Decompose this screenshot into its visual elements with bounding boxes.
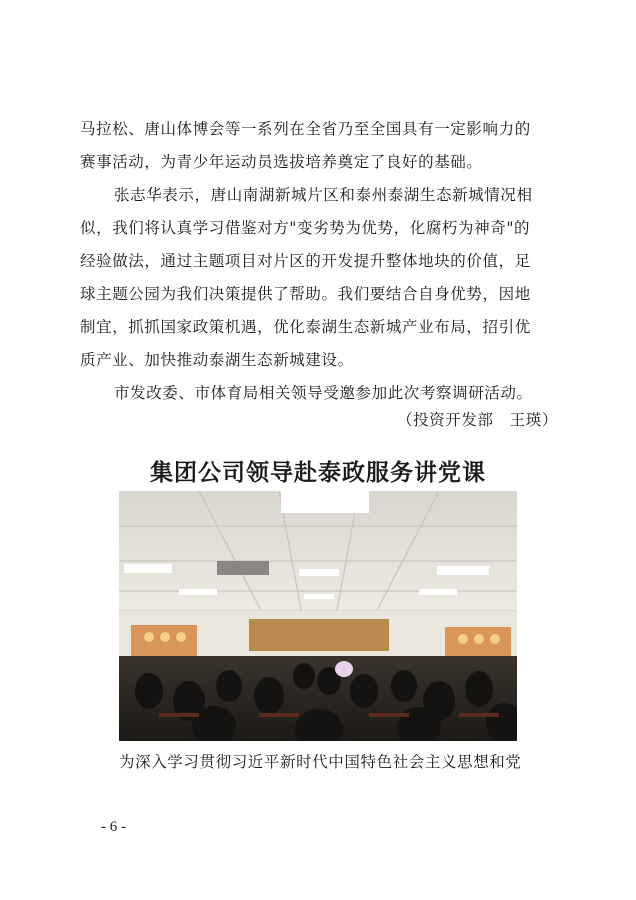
- paragraph-line: 为深入学习贯彻习近平新时代中国特色社会主义思想和党: [119, 753, 522, 771]
- ceiling-light: [281, 491, 369, 513]
- paragraph-line: 制宜，抓抓国家政策机遇，优化泰湖生态新城产业布局，招引优: [80, 318, 531, 336]
- ac-unit: [217, 561, 269, 575]
- meeting-photo: [119, 491, 517, 741]
- paragraph-line: 球主题公园为我们决策提供了帮助。我们要结合自身优势，因地: [80, 285, 531, 303]
- paragraph-line: 赛事活动，为青少年运动员选拔培养奠定了良好的基础。: [80, 153, 483, 171]
- paragraph-line: 市发改委、市体育局相关领导受邀参加此次考察调研活动。: [114, 384, 533, 402]
- paragraph-line: 马拉松、唐山体博会等一系列在全省乃至全国具有一定影响力的: [80, 120, 531, 138]
- meeting-room-illustration: [119, 491, 517, 741]
- article-title: 集团公司领导赴泰政服务讲党课: [150, 460, 486, 486]
- stage-backdrop: [249, 619, 389, 651]
- byline: （投资开发部 王瑛）: [396, 411, 558, 429]
- paragraph-line: 经验做法，通过主题项目对片区的开发提升整体地块的价值，足: [80, 252, 531, 270]
- paragraph-line: 质产业、加快推动泰湖生态新城建设。: [80, 351, 354, 369]
- page-number: - 6 -: [101, 819, 126, 835]
- paragraph-line: 张志华表示，唐山南湖新城片区和泰州泰湖生态新城情况相: [114, 186, 533, 204]
- paragraph-line: 似，我们将认真学习借鉴对方"变劣势为优势，化腐朽为神奇"的: [80, 219, 531, 237]
